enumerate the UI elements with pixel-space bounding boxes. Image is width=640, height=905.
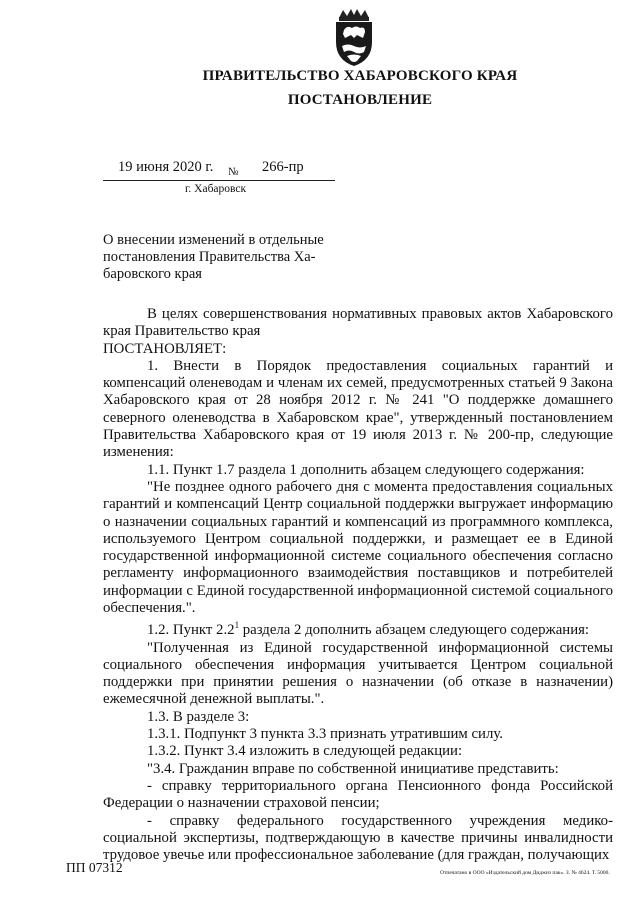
document-city: г. Хабаровск xyxy=(185,183,247,195)
list-item-medical-certificate: - справку федерального государственного учреждения медико-социальной экспертизы, подтверждающую в качестве причины инвалидности трудовое увечье или профессиональное заболевание (для граждан, получающих xyxy=(103,812,613,864)
subject-line: постановления Правительства Ха- xyxy=(103,249,316,265)
quoted-item-3-4: "3.4. Гражданин вправе по собственной инициативе представить: xyxy=(147,760,559,777)
document-subject xyxy=(103,232,343,283)
subject-line: О внесении изменений в отдельные xyxy=(103,232,324,248)
item-1-2-text-b: раздела 2 дополнить абзацем следующего содержания: xyxy=(239,622,590,639)
document-number: 266-пр xyxy=(262,159,304,175)
government-title: ПРАВИТЕЛЬСТВО ХАБАРОВСКОГО КРАЯ xyxy=(202,68,518,84)
number-sign: № xyxy=(228,166,239,178)
item-1-3-paragraph: 1.3. В разделе 3: xyxy=(147,708,250,725)
item-1-3-2-paragraph: 1.3.2. Пункт 3.4 изложить в следующей редакции: xyxy=(147,743,463,760)
document-body xyxy=(103,306,613,864)
document-code: ПП 07312 xyxy=(66,860,123,875)
list-item-pension-certificate: - справку территориального органа Пенсионного фонда Российской Федерации о назначении страховой пенсии; xyxy=(103,777,613,812)
quoted-paragraph-1-2: "Полученная из Единой государственной информационной системы социального обеспечения информация учитывается Центром социальной поддержки при принятии решения о назначении (об отказе в назначении) ежемесячной денежной выплаты.". xyxy=(103,639,613,708)
printer-imprint: Отпечатано в ООО «Издательский дом Диджиз пак». З. № 4624. Т. 5000. xyxy=(440,870,610,876)
preamble-paragraph: В целях совершенствования нормативных правовых актов Хабаровского края Правительство края xyxy=(103,306,613,340)
quoted-paragraph-1-1: "Не позднее одного рабочего дня с момента предоставления социальных гарантий и компенсаций Центр социальной поддержки выгружает информацию о назначении социальных гарантий и компенсаций из программного комплекса, используемого Центром социальной поддержки, и размещает ее в Единой государственной информационной системе социального обеспечения согласно регламенту информационного взаимодействия поставщиков и потребителей информации с Единой государственной информационной системой социального обеспечения.". xyxy=(103,478,613,617)
document-date: 19 июня 2020 г. xyxy=(118,159,214,175)
item-1-2-superscript: 1 xyxy=(234,620,240,631)
item-1-2-text-a: 1.2. Пункт 2.2 xyxy=(147,622,235,639)
item-1-3-1-paragraph: 1.3.1. Подпункт 3 пункта 3.3 признать утратившим силу. xyxy=(147,726,503,743)
document-type-title: ПОСТАНОВЛЕНИЕ xyxy=(287,92,433,108)
item-1-2-paragraph xyxy=(103,617,613,639)
subject-line: баровского края xyxy=(103,266,202,282)
date-underline xyxy=(103,180,335,181)
coat-of-arms-icon xyxy=(327,8,381,68)
resolves-heading: ПОСТАНОВЛЯЕТ: xyxy=(103,340,227,357)
item-1-1-paragraph: 1.1. Пункт 1.7 раздела 1 дополнить абзацем следующего содержания: xyxy=(147,461,585,478)
item-1-paragraph: 1. Внести в Порядок предоставления социальных гарантий и компенсаций оленеводам и членам их семей, предусмотренных статьей 9 Закона Хабаровского края от 28 ноября 2012 г. № 241 "О поддержке домашнего северного оленеводства в Хабаровском крае", утвержденный постановлением Правительства Хабаровского края от 19 июля 2013 г. № 200-пр, следующие изменения: xyxy=(103,357,613,461)
